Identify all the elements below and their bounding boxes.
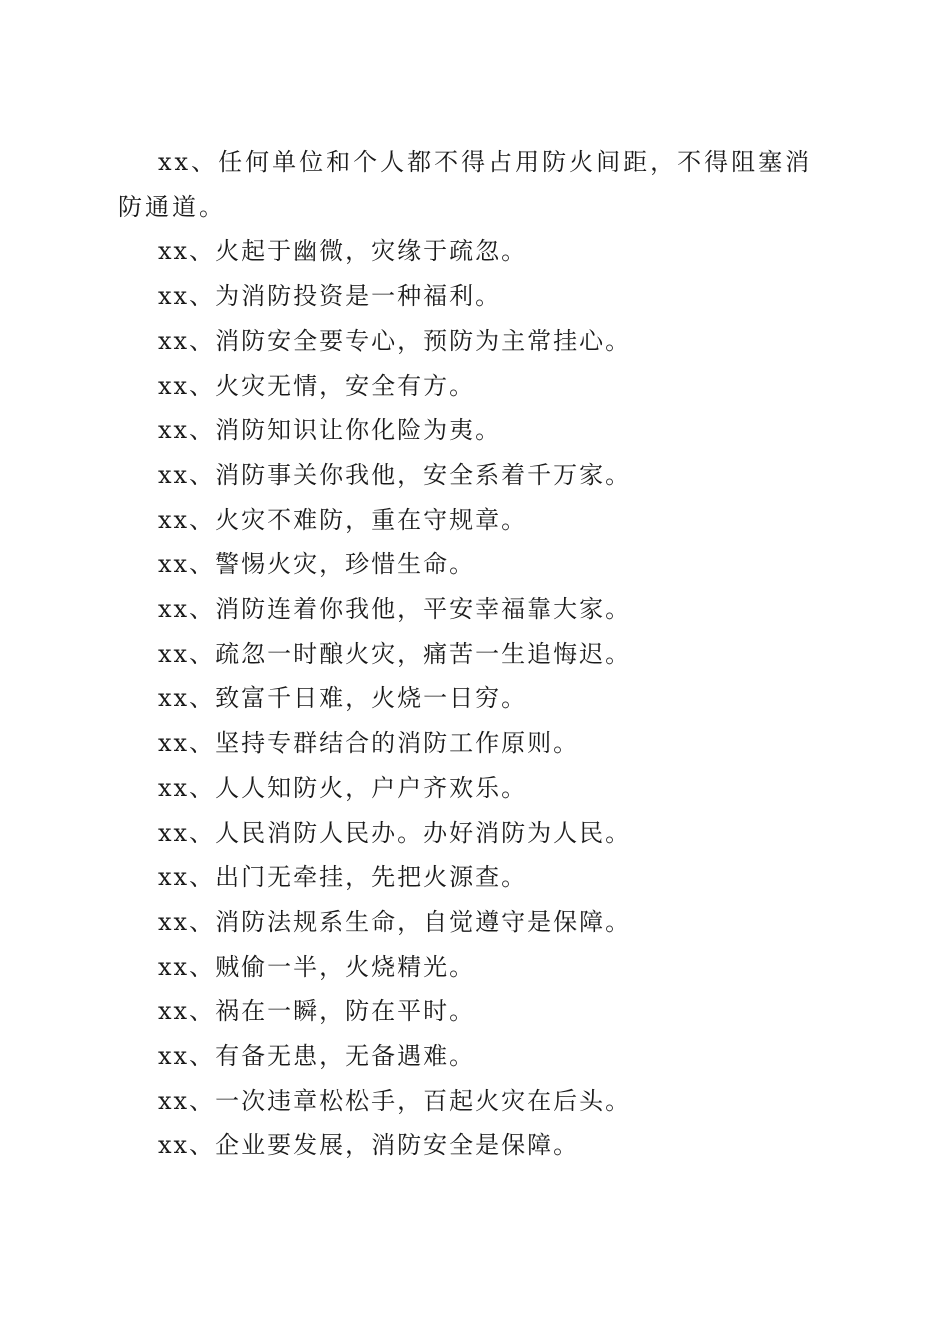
paragraph: xx、任何单位和个人都不得占用防火间距，不得阻塞消防通道。 <box>118 148 813 221</box>
document-body <box>118 140 830 1168</box>
paragraph: xx、火起于幽微，灾缘于疏忽。 <box>158 237 528 266</box>
paragraph: xx、火灾无情，安全有方。 <box>158 371 476 400</box>
paragraph: xx、火灾不难防，重在守规章。 <box>158 505 528 534</box>
paragraph: xx、疏忽一时酿火灾，痛苦一生追悔迟。 <box>158 639 632 668</box>
paragraph: xx、人人知防火，户户齐欢乐。 <box>158 773 528 802</box>
paragraph: xx、消防知识让你化险为夷。 <box>158 416 502 445</box>
paragraph: xx、贼偷一半，火烧精光。 <box>158 952 476 981</box>
paragraph: xx、出门无牵挂，先把火源查。 <box>158 863 528 892</box>
paragraph: xx、消防事关你我他，安全系着千万家。 <box>158 460 632 489</box>
paragraph: xx、消防安全要专心，预防为主常挂心。 <box>158 326 632 355</box>
paragraph: xx、为消防投资是一种福利。 <box>158 282 502 311</box>
paragraph: xx、人民消防人民办。办好消防为人民。 <box>158 818 632 847</box>
paragraph: xx、消防连着你我他，平安幸福靠大家。 <box>158 595 632 624</box>
paragraph: xx、一次违章松松手，百起火灾在后头。 <box>158 1086 632 1115</box>
paragraph: xx、消防法规系生命，自觉遵守是保障。 <box>158 907 632 936</box>
paragraph: xx、坚持专群结合的消防工作原则。 <box>158 729 580 758</box>
paragraph: xx、有备无患，无备遇难。 <box>158 1042 476 1071</box>
paragraph: xx、祸在一瞬，防在平时。 <box>158 997 476 1026</box>
paragraph: xx、致富千日难，火烧一日穷。 <box>158 684 528 713</box>
paragraph: xx、警惕火灾，珍惜生命。 <box>158 550 476 579</box>
paragraph: xx、企业要发展，消防安全是保障。 <box>158 1131 580 1160</box>
